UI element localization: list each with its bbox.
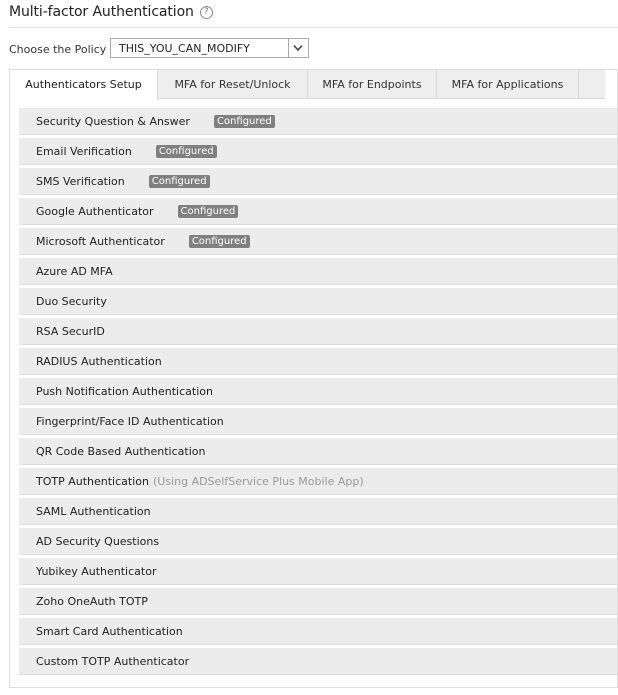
configured-badge: Configured xyxy=(178,205,239,218)
authenticator-item[interactable] xyxy=(19,438,617,465)
authenticator-label: Fingerprint/Face ID Authentication xyxy=(36,414,224,428)
authenticator-item[interactable] xyxy=(19,258,617,285)
authenticator-label: RADIUS Authentication xyxy=(36,354,162,368)
authenticator-label: TOTP Authentication xyxy=(36,474,149,488)
policy-selected-value: THIS_YOU_CAN_MODIFY xyxy=(119,42,250,55)
authenticator-item[interactable] xyxy=(19,138,617,165)
authenticator-label: SMS Verification xyxy=(36,174,125,188)
authenticator-item[interactable] xyxy=(19,108,617,135)
authenticator-item[interactable] xyxy=(19,198,617,225)
authenticator-item[interactable] xyxy=(19,168,617,195)
configured-badge: Configured xyxy=(189,235,250,248)
header xyxy=(9,1,213,23)
tab-mfa-applications[interactable]: MFA for Applications xyxy=(437,70,579,99)
authenticator-label: Yubikey Authenticator xyxy=(36,564,157,578)
authenticator-item[interactable] xyxy=(19,378,617,405)
tab-panel xyxy=(9,69,618,688)
authenticator-label: RSA SecurID xyxy=(36,324,105,338)
policy-row xyxy=(9,38,250,60)
policy-select[interactable] xyxy=(110,38,309,58)
tab-mfa-reset-unlock[interactable]: MFA for Reset/Unlock xyxy=(158,70,308,99)
authenticator-label: AD Security Questions xyxy=(36,534,160,548)
authenticator-label: Microsoft Authenticator xyxy=(36,234,165,248)
authenticator-label: Custom TOTP Authenticator xyxy=(36,654,190,668)
authenticator-item[interactable] xyxy=(19,318,617,345)
configured-badge: Configured xyxy=(156,145,217,158)
authenticator-note: (Using ADSelfService Plus Mobile App) xyxy=(152,474,364,488)
page-title: Multi-factor Authentication xyxy=(9,4,194,20)
authenticator-label: QR Code Based Authentication xyxy=(36,444,206,458)
authenticator-item[interactable] xyxy=(19,648,617,675)
select-divider xyxy=(288,39,289,57)
authenticator-item[interactable] xyxy=(19,618,617,645)
authenticator-item[interactable] xyxy=(19,408,617,435)
question-circle-icon[interactable]: ? xyxy=(200,6,213,19)
authenticator-item[interactable] xyxy=(19,348,617,375)
tab-authenticators-setup[interactable]: Authenticators Setup xyxy=(10,70,158,100)
title-divider xyxy=(9,27,618,28)
tab-mfa-endpoints[interactable]: MFA for Endpoints xyxy=(308,70,437,99)
authenticator-label: Security Question & Answer xyxy=(36,114,190,128)
authenticator-label: Zoho OneAuth TOTP xyxy=(36,594,148,608)
authenticator-item[interactable] xyxy=(19,558,617,585)
authenticator-label: SAML Authentication xyxy=(36,504,151,518)
configured-badge: Configured xyxy=(149,175,210,188)
authenticator-item[interactable] xyxy=(19,468,617,495)
authenticator-label: Push Notification Authentication xyxy=(36,384,213,398)
authenticator-label: Google Authenticator xyxy=(36,204,154,218)
authenticator-label: Azure AD MFA xyxy=(36,264,113,278)
authenticator-label: Smart Card Authentication xyxy=(36,624,183,638)
authenticator-item[interactable] xyxy=(19,498,617,525)
chevron-down-icon[interactable] xyxy=(293,44,303,52)
authenticator-item[interactable] xyxy=(19,588,617,615)
authenticator-label: Email Verification xyxy=(36,144,132,158)
authenticator-item[interactable] xyxy=(19,228,617,255)
tab-bar xyxy=(10,70,605,99)
policy-label: Choose the Policy xyxy=(9,42,107,56)
configured-badge: Configured xyxy=(214,115,275,128)
authenticator-item[interactable] xyxy=(19,288,617,315)
authenticator-item[interactable] xyxy=(19,528,617,555)
authenticator-label: Duo Security xyxy=(36,294,107,308)
